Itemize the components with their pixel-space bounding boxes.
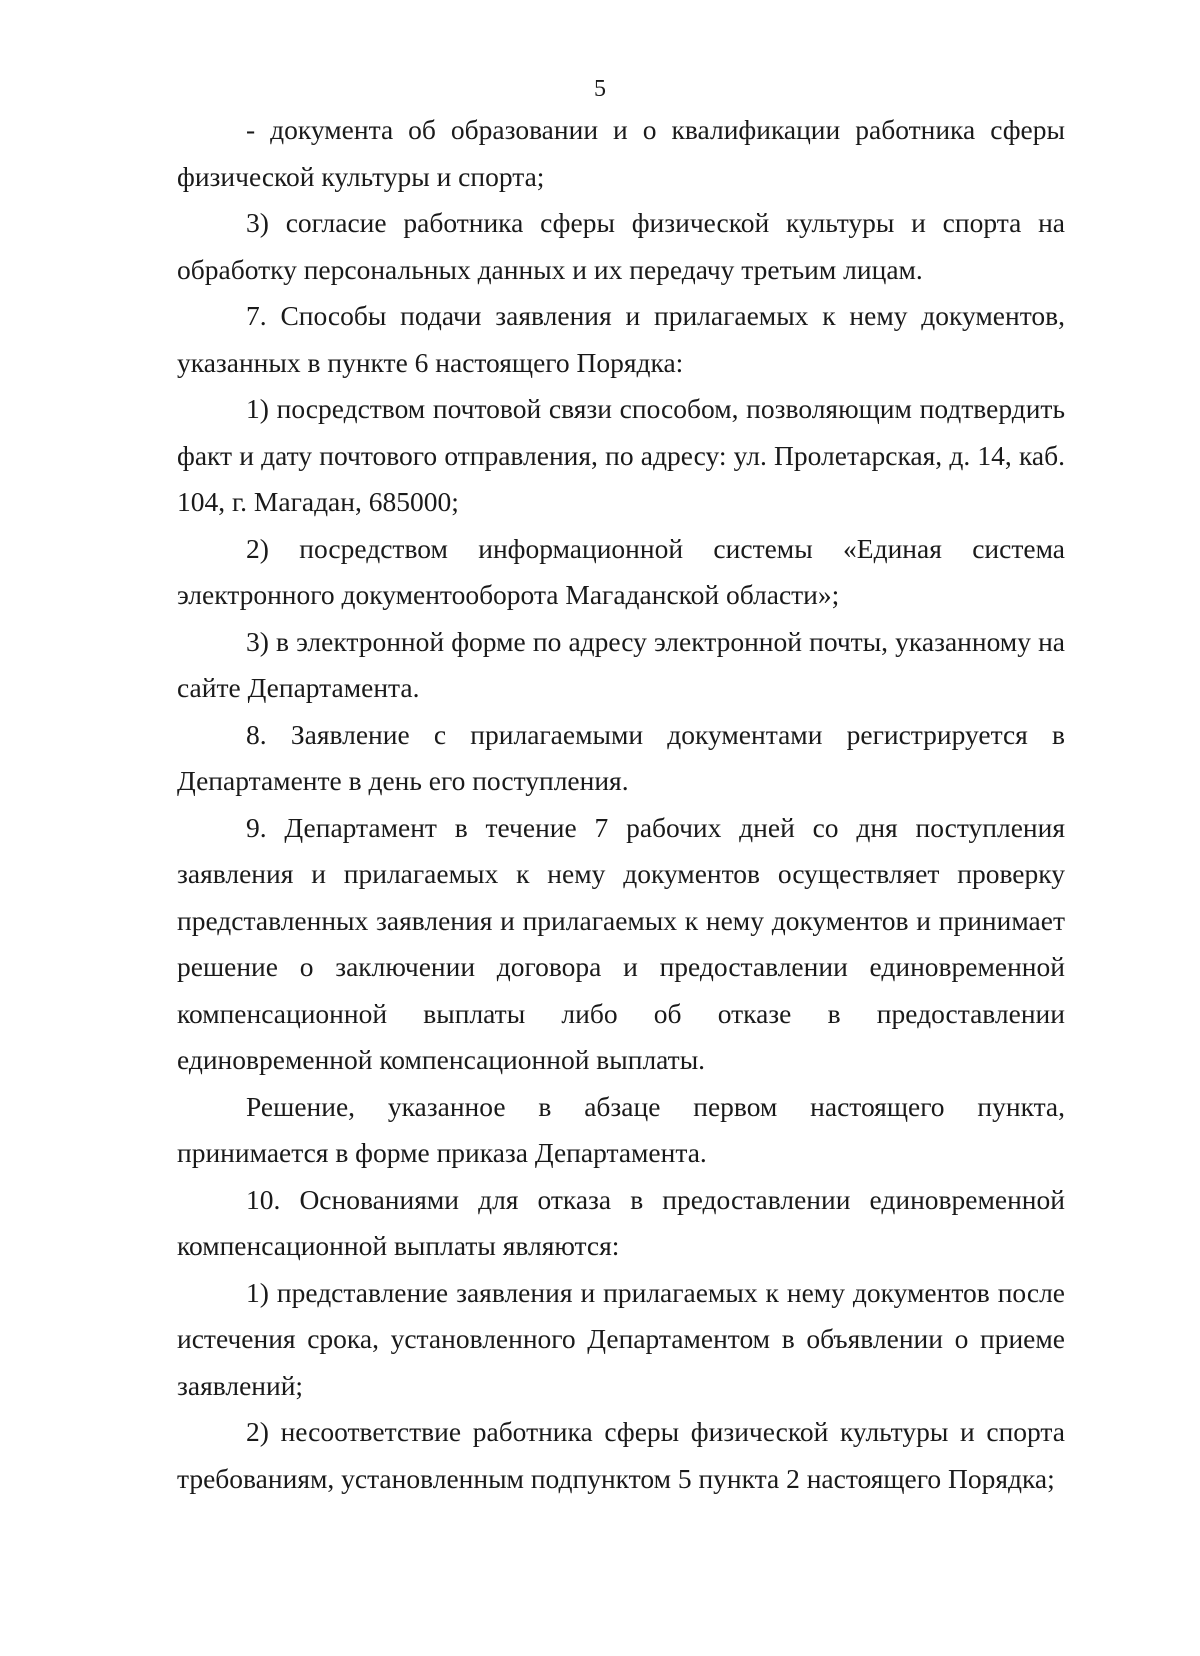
paragraph-item-8: 8. Заявление с прилагаемыми документами регистрируется в Департаменте в день его поступления.	[177, 718, 1065, 796]
document-body	[177, 107, 1065, 1502]
paragraph-refusal-2: 2) несоответствие работника сферы физической культуры и спорта требованиям, установленным подпунктом 5 пункта 2 настоящего Порядка;	[177, 1416, 1065, 1494]
paragraph-info-system: 2) посредством информационной системы «Единая система электронного документооборота Магаданской области»;	[177, 532, 1065, 610]
paragraph-document-education: - документа об образовании и о квалификации работника сферы физической культуры и спорта;	[177, 114, 1065, 192]
page-number: 5	[594, 76, 606, 102]
paragraph-consent: 3) согласие работника сферы физической культуры и спорта на обработку персональных данных и их передачу третьим лицам.	[177, 207, 1065, 285]
paragraph-email: 3) в электронной форме по адресу электронной почты, указанному на сайте Департамента.	[177, 625, 1065, 703]
paragraph-postal: 1) посредством почтовой связи способом, позволяющим подтвердить факт и дату почтового отправления, по адресу: ул. Пролетарская, д. 14, каб. 104, г. Магадан, 685000;	[177, 393, 1065, 517]
paragraph-refusal-1: 1) представление заявления и прилагаемых к нему документов после истечения срока, установленного Департаментом в объявлении о приеме заявлений;	[177, 1276, 1065, 1401]
paragraph-decision: Решение, указанное в абзаце первом настоящего пункта, принимается в форме приказа Департамента.	[177, 1090, 1065, 1168]
paragraph-item-7: 7. Способы подачи заявления и прилагаемых к нему документов, указанных в пункте 6 настоящего Порядка:	[177, 300, 1065, 378]
paragraph-item-9: 9. Департамент в течение 7 рабочих дней со дня поступления заявления и прилагаемых к нему документов осуществляет проверку представленных заявления и прилагаемых к нему документов и принимает решение о заключении договора и предоставлении единовременной компенсационной выплаты либо об отказе в предоставлении единовременной компенсационной выплаты.	[177, 811, 1065, 1075]
paragraph-item-10: 10. Основаниями для отказа в предоставлении единовременной компенсационной выплаты являются:	[177, 1183, 1065, 1261]
